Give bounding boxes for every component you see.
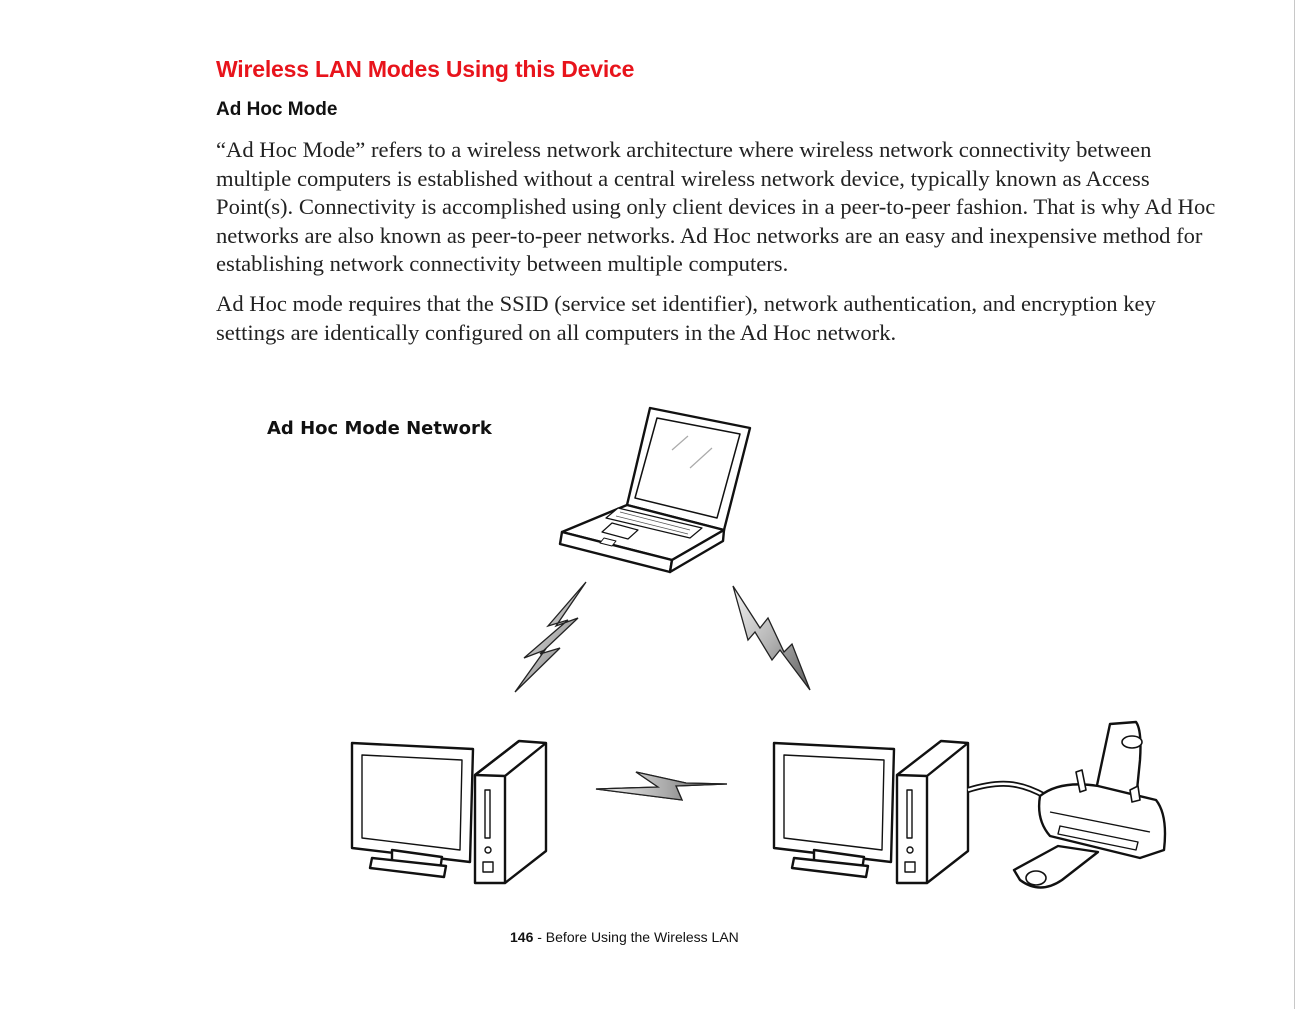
body-paragraph: Ad Hoc mode requires that the SSID (service set identifier), network authentication, and encryption key settings are identically configured on all computers in the Ad Hoc network.: [216, 291, 1156, 345]
page-edge-rule: [1294, 0, 1295, 1009]
page-footer: [510, 929, 739, 945]
desktop-computer-icon: [352, 741, 546, 883]
wireless-signal-icon: [515, 582, 586, 692]
subsection-title: Ad Hoc Mode: [216, 99, 338, 120]
desktop-computer-icon: [774, 741, 968, 883]
figure-caption: Ad Hoc Mode Network: [267, 418, 492, 439]
footer-text: - Before Using the Wireless LAN: [533, 929, 739, 945]
laptop-icon: [560, 408, 750, 572]
wireless-signal-icon: [733, 586, 810, 690]
printer-icon: [1014, 722, 1165, 888]
section-title: Wireless LAN Modes Using this Device: [216, 56, 635, 82]
body-paragraph: “Ad Hoc Mode” refers to a wireless network architecture where wireless network connectivity between multiple computers is established without a central wireless network device, typically known as Access Point(s). Connectivity is accomplished using only client devices in a peer-to-peer fashion. That is why Ad Hoc networks are also known as peer-to-peer networks. Ad Hoc networks are an easy and inexpensive method for establishing network connectivity between multiple computers.: [216, 137, 1216, 276]
ad-hoc-network-diagram: [340, 400, 1180, 900]
page-number: 146: [510, 929, 534, 945]
wireless-signal-icon: [596, 772, 727, 800]
